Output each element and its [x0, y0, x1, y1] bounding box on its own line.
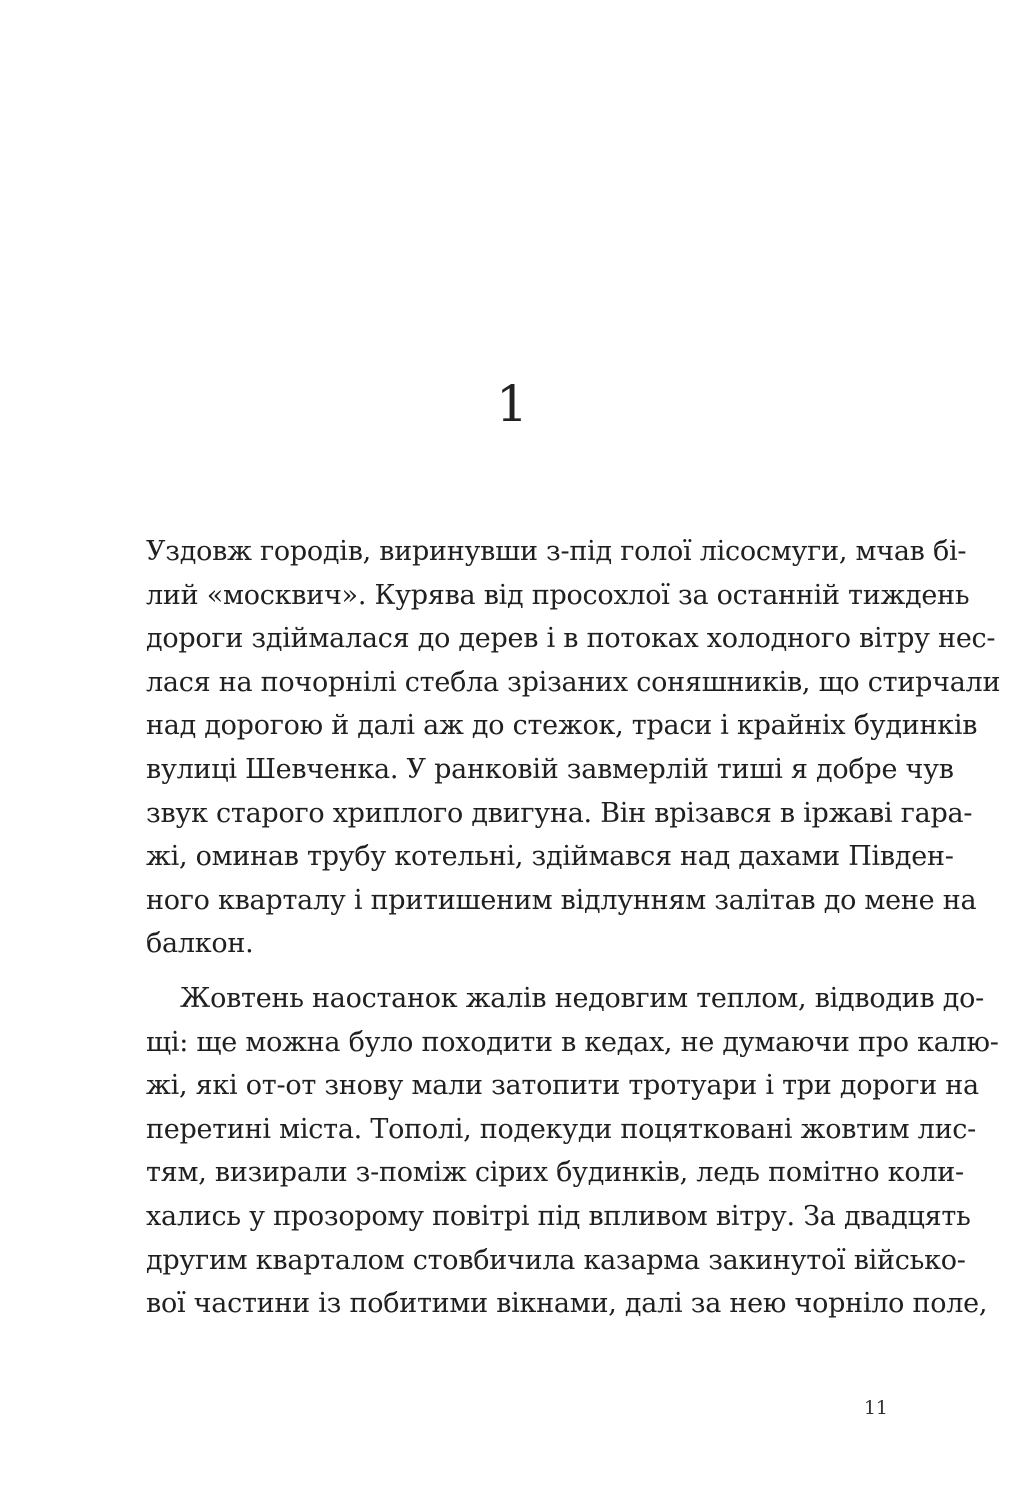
text-line: дороги здіймалася до дерев і в потоках холодного вітру нес- — [146, 623, 996, 655]
body-text — [146, 530, 1001, 1326]
chapter-number: 1 — [496, 375, 528, 433]
paragraph-spacer — [146, 966, 890, 977]
text-line: щі: ще можна було походити в кедах, не думаючи про калю- — [146, 1026, 999, 1058]
page-number: 11 — [863, 1397, 888, 1419]
paragraph-2 — [146, 977, 999, 1326]
text-line: тям, визирали з-поміж сірих будинків, ледь помітно коли- — [146, 1157, 964, 1189]
text-line: хались у прозорому повітрі під впливом вітру. За двадцять — [146, 1200, 971, 1232]
text-line: над дорогою й далі аж до стежок, траси і крайніх будинків — [146, 710, 978, 742]
text-line: звук старого хриплого двигуна. Він врізався в іржаві гара- — [146, 797, 973, 829]
text-line: Уздовж городів, виринувши з-під голої лісосмуги, мчав бі- — [146, 536, 967, 567]
text-line: Жовтень наостанок жалів недовгим теплом, відводив до- — [180, 982, 985, 1014]
text-line: вулиці Шевченка. У ранковій завмерлій тиші я добре чув — [146, 753, 954, 785]
text-line: вої частини із побитими вікнами, далі за нею чорніло поле, — [146, 1288, 988, 1320]
text-line: перетині міста. Тополі, подекуди поцятковані жовтим лис- — [146, 1113, 977, 1145]
text-line: лася на почорнілі стебла зрізаних соняшників, що стирчали — [146, 666, 1001, 698]
text-line: жі, оминав трубу котельні, здіймався над дахами Півден- — [146, 841, 954, 873]
text-line: лий «москвич». Курява від просохлої за останній тиждень — [146, 579, 970, 611]
text-line: другим кварталом стовбичила казарма закинутої військо- — [146, 1244, 966, 1276]
text-line: ного кварталу і притишеним відлунням залітав до мене на — [146, 884, 977, 916]
text-line: жі, які от-от знову мали затопити тротуари і три дороги на — [146, 1070, 979, 1102]
paragraph-1 — [146, 530, 1001, 966]
text-line: балкон. — [146, 928, 254, 960]
